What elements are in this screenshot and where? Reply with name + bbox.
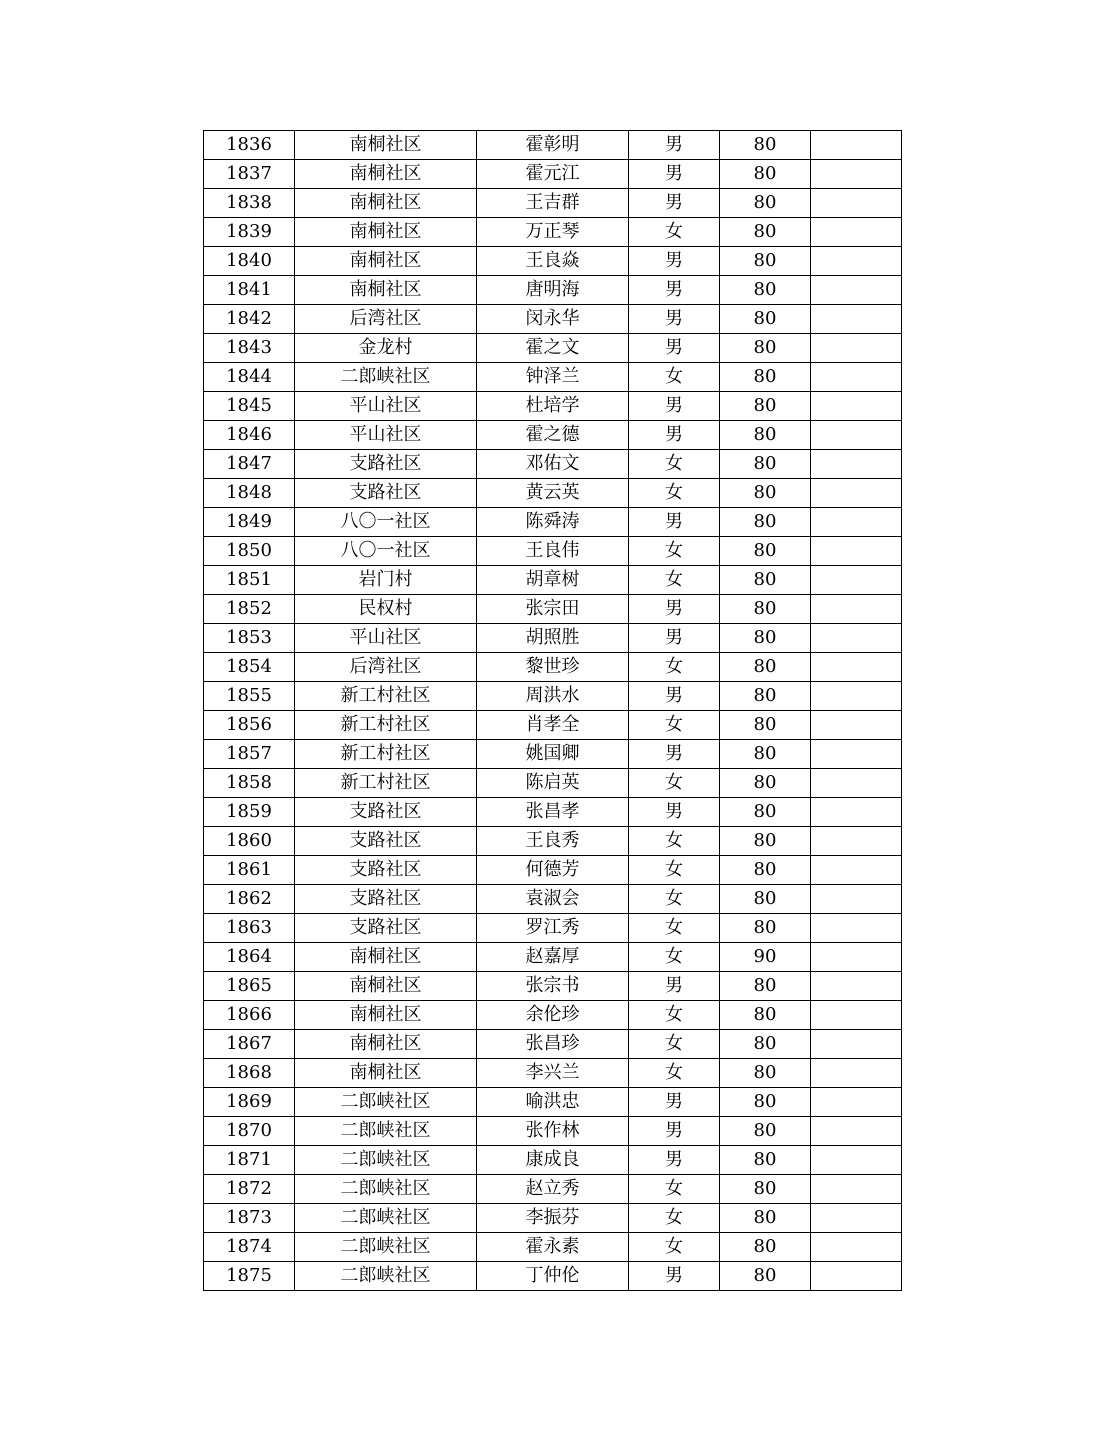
age-cell: 80	[720, 566, 811, 595]
age-cell: 80	[720, 885, 811, 914]
gender-cell: 女	[629, 711, 720, 740]
row-number-cell: 1845	[204, 392, 295, 421]
row-number-cell: 1870	[204, 1117, 295, 1146]
note-cell	[811, 566, 902, 595]
gender-cell: 女	[629, 943, 720, 972]
note-cell	[811, 769, 902, 798]
gender-cell: 男	[629, 247, 720, 276]
name-cell: 肖孝全	[477, 711, 629, 740]
row-number-cell: 1860	[204, 827, 295, 856]
community-cell: 平山社区	[295, 392, 477, 421]
table-row	[204, 363, 902, 392]
note-cell	[811, 363, 902, 392]
community-cell: 二郎峡社区	[295, 1233, 477, 1262]
age-cell: 80	[720, 1059, 811, 1088]
note-cell	[811, 740, 902, 769]
note-cell	[811, 798, 902, 827]
note-cell	[811, 450, 902, 479]
note-cell	[811, 160, 902, 189]
gender-cell: 男	[629, 421, 720, 450]
note-cell	[811, 972, 902, 1001]
name-cell: 王吉群	[477, 189, 629, 218]
community-cell: 南桐社区	[295, 247, 477, 276]
gender-cell: 男	[629, 1088, 720, 1117]
note-cell	[811, 276, 902, 305]
row-number-cell: 1836	[204, 131, 295, 160]
age-cell: 80	[720, 363, 811, 392]
row-number-cell: 1858	[204, 769, 295, 798]
community-cell: 支路社区	[295, 827, 477, 856]
gender-cell: 男	[629, 595, 720, 624]
community-cell: 新工村社区	[295, 769, 477, 798]
gender-cell: 女	[629, 653, 720, 682]
community-cell: 南桐社区	[295, 1001, 477, 1030]
age-cell: 80	[720, 189, 811, 218]
name-cell: 黎世珍	[477, 653, 629, 682]
note-cell	[811, 1175, 902, 1204]
name-cell: 喻洪忠	[477, 1088, 629, 1117]
table-row	[204, 1175, 902, 1204]
age-cell: 80	[720, 1175, 811, 1204]
gender-cell: 女	[629, 769, 720, 798]
table-row	[204, 856, 902, 885]
note-cell	[811, 392, 902, 421]
age-cell: 80	[720, 1146, 811, 1175]
age-cell: 80	[720, 711, 811, 740]
gender-cell: 女	[629, 914, 720, 943]
row-number-cell: 1851	[204, 566, 295, 595]
row-number-cell: 1862	[204, 885, 295, 914]
age-cell: 80	[720, 1117, 811, 1146]
name-cell: 康成良	[477, 1146, 629, 1175]
row-number-cell: 1874	[204, 1233, 295, 1262]
community-cell: 民权村	[295, 595, 477, 624]
note-cell	[811, 624, 902, 653]
age-cell: 80	[720, 827, 811, 856]
note-cell	[811, 711, 902, 740]
age-cell: 80	[720, 247, 811, 276]
row-number-cell: 1857	[204, 740, 295, 769]
gender-cell: 男	[629, 798, 720, 827]
age-cell: 80	[720, 392, 811, 421]
row-number-cell: 1855	[204, 682, 295, 711]
community-cell: 支路社区	[295, 798, 477, 827]
row-number-cell: 1872	[204, 1175, 295, 1204]
gender-cell: 女	[629, 1030, 720, 1059]
name-cell: 胡章树	[477, 566, 629, 595]
age-cell: 80	[720, 450, 811, 479]
community-cell: 二郎峡社区	[295, 1088, 477, 1117]
row-number-cell: 1850	[204, 537, 295, 566]
name-cell: 王良焱	[477, 247, 629, 276]
gender-cell: 女	[629, 537, 720, 566]
name-cell: 周洪水	[477, 682, 629, 711]
gender-cell: 男	[629, 682, 720, 711]
row-number-cell: 1866	[204, 1001, 295, 1030]
community-cell: 岩门村	[295, 566, 477, 595]
table-row	[204, 682, 902, 711]
community-cell: 新工村社区	[295, 711, 477, 740]
table-row	[204, 305, 902, 334]
age-cell: 80	[720, 1204, 811, 1233]
roster-table	[203, 130, 902, 1291]
community-cell: 支路社区	[295, 450, 477, 479]
row-number-cell: 1863	[204, 914, 295, 943]
table-row	[204, 276, 902, 305]
age-cell: 80	[720, 1262, 811, 1291]
gender-cell: 女	[629, 885, 720, 914]
age-cell: 80	[720, 218, 811, 247]
name-cell: 李振芬	[477, 1204, 629, 1233]
gender-cell: 男	[629, 1262, 720, 1291]
age-cell: 80	[720, 914, 811, 943]
name-cell: 王良秀	[477, 827, 629, 856]
gender-cell: 男	[629, 276, 720, 305]
gender-cell: 男	[629, 189, 720, 218]
community-cell: 南桐社区	[295, 972, 477, 1001]
community-cell: 支路社区	[295, 479, 477, 508]
row-number-cell: 1856	[204, 711, 295, 740]
note-cell	[811, 653, 902, 682]
age-cell: 80	[720, 276, 811, 305]
name-cell: 胡照胜	[477, 624, 629, 653]
note-cell	[811, 1262, 902, 1291]
community-cell: 平山社区	[295, 624, 477, 653]
row-number-cell: 1846	[204, 421, 295, 450]
note-cell	[811, 334, 902, 363]
age-cell: 80	[720, 624, 811, 653]
name-cell: 霍之文	[477, 334, 629, 363]
gender-cell: 女	[629, 1059, 720, 1088]
name-cell: 邓佑文	[477, 450, 629, 479]
note-cell	[811, 1059, 902, 1088]
name-cell: 霍之德	[477, 421, 629, 450]
community-cell: 支路社区	[295, 856, 477, 885]
table-row	[204, 392, 902, 421]
gender-cell: 男	[629, 160, 720, 189]
name-cell: 赵嘉厚	[477, 943, 629, 972]
table-row	[204, 1233, 902, 1262]
table-row	[204, 1204, 902, 1233]
row-number-cell: 1849	[204, 508, 295, 537]
gender-cell: 女	[629, 1001, 720, 1030]
note-cell	[811, 218, 902, 247]
community-cell: 南桐社区	[295, 218, 477, 247]
community-cell: 南桐社区	[295, 189, 477, 218]
community-cell: 金龙村	[295, 334, 477, 363]
name-cell: 张宗田	[477, 595, 629, 624]
table-row	[204, 479, 902, 508]
community-cell: 新工村社区	[295, 740, 477, 769]
table-row	[204, 247, 902, 276]
community-cell: 支路社区	[295, 914, 477, 943]
name-cell: 万正琴	[477, 218, 629, 247]
note-cell	[811, 1146, 902, 1175]
gender-cell: 男	[629, 508, 720, 537]
row-number-cell: 1840	[204, 247, 295, 276]
table-row	[204, 740, 902, 769]
name-cell: 陈启英	[477, 769, 629, 798]
gender-cell: 男	[629, 392, 720, 421]
row-number-cell: 1838	[204, 189, 295, 218]
table-row	[204, 711, 902, 740]
note-cell	[811, 189, 902, 218]
table-row	[204, 624, 902, 653]
note-cell	[811, 856, 902, 885]
name-cell: 闵永华	[477, 305, 629, 334]
table-row	[204, 1030, 902, 1059]
row-number-cell: 1868	[204, 1059, 295, 1088]
gender-cell: 女	[629, 1175, 720, 1204]
table-row	[204, 943, 902, 972]
note-cell	[811, 1204, 902, 1233]
community-cell: 八〇一社区	[295, 508, 477, 537]
note-cell	[811, 421, 902, 450]
table-row	[204, 334, 902, 363]
note-cell	[811, 247, 902, 276]
name-cell: 张宗书	[477, 972, 629, 1001]
table-row	[204, 1001, 902, 1030]
name-cell: 袁淑会	[477, 885, 629, 914]
name-cell: 王良伟	[477, 537, 629, 566]
gender-cell: 女	[629, 479, 720, 508]
age-cell: 80	[720, 769, 811, 798]
row-number-cell: 1859	[204, 798, 295, 827]
name-cell: 霍彰明	[477, 131, 629, 160]
community-cell: 南桐社区	[295, 1030, 477, 1059]
name-cell: 罗江秀	[477, 914, 629, 943]
note-cell	[811, 914, 902, 943]
note-cell	[811, 537, 902, 566]
age-cell: 90	[720, 943, 811, 972]
gender-cell: 男	[629, 740, 720, 769]
row-number-cell: 1865	[204, 972, 295, 1001]
community-cell: 八〇一社区	[295, 537, 477, 566]
table-row	[204, 972, 902, 1001]
age-cell: 80	[720, 537, 811, 566]
name-cell: 张作林	[477, 1117, 629, 1146]
name-cell: 唐明海	[477, 276, 629, 305]
age-cell: 80	[720, 1030, 811, 1059]
community-cell: 南桐社区	[295, 1059, 477, 1088]
age-cell: 80	[720, 1233, 811, 1262]
name-cell: 何德芳	[477, 856, 629, 885]
name-cell: 赵立秀	[477, 1175, 629, 1204]
name-cell: 李兴兰	[477, 1059, 629, 1088]
name-cell: 丁仲伦	[477, 1262, 629, 1291]
table-row	[204, 653, 902, 682]
gender-cell: 女	[629, 566, 720, 595]
row-number-cell: 1864	[204, 943, 295, 972]
gender-cell: 男	[629, 972, 720, 1001]
row-number-cell: 1852	[204, 595, 295, 624]
row-number-cell: 1873	[204, 1204, 295, 1233]
table-row	[204, 885, 902, 914]
note-cell	[811, 508, 902, 537]
table-row	[204, 1059, 902, 1088]
note-cell	[811, 1117, 902, 1146]
table-row	[204, 537, 902, 566]
note-cell	[811, 479, 902, 508]
gender-cell: 女	[629, 827, 720, 856]
age-cell: 80	[720, 1001, 811, 1030]
age-cell: 80	[720, 798, 811, 827]
age-cell: 80	[720, 508, 811, 537]
community-cell: 二郎峡社区	[295, 1175, 477, 1204]
gender-cell: 女	[629, 218, 720, 247]
row-number-cell: 1875	[204, 1262, 295, 1291]
age-cell: 80	[720, 421, 811, 450]
age-cell: 80	[720, 131, 811, 160]
table-row	[204, 131, 902, 160]
table-row	[204, 421, 902, 450]
note-cell	[811, 1030, 902, 1059]
age-cell: 80	[720, 305, 811, 334]
age-cell: 80	[720, 1088, 811, 1117]
community-cell: 平山社区	[295, 421, 477, 450]
table-row	[204, 218, 902, 247]
table-row	[204, 1262, 902, 1291]
gender-cell: 男	[629, 624, 720, 653]
row-number-cell: 1854	[204, 653, 295, 682]
note-cell	[811, 943, 902, 972]
table-row	[204, 160, 902, 189]
age-cell: 80	[720, 653, 811, 682]
age-cell: 80	[720, 972, 811, 1001]
community-cell: 后湾社区	[295, 653, 477, 682]
row-number-cell: 1871	[204, 1146, 295, 1175]
community-cell: 南桐社区	[295, 131, 477, 160]
gender-cell: 女	[629, 450, 720, 479]
gender-cell: 男	[629, 334, 720, 363]
community-cell: 南桐社区	[295, 160, 477, 189]
note-cell	[811, 305, 902, 334]
row-number-cell: 1839	[204, 218, 295, 247]
row-number-cell: 1869	[204, 1088, 295, 1117]
note-cell	[811, 1233, 902, 1262]
table-row	[204, 189, 902, 218]
row-number-cell: 1837	[204, 160, 295, 189]
name-cell: 杜培学	[477, 392, 629, 421]
roster-table-body	[204, 131, 902, 1291]
community-cell: 二郎峡社区	[295, 1117, 477, 1146]
age-cell: 80	[720, 160, 811, 189]
community-cell: 支路社区	[295, 885, 477, 914]
age-cell: 80	[720, 595, 811, 624]
note-cell	[811, 827, 902, 856]
name-cell: 黄云英	[477, 479, 629, 508]
table-row	[204, 1146, 902, 1175]
table-row	[204, 1117, 902, 1146]
name-cell: 霍永素	[477, 1233, 629, 1262]
community-cell: 新工村社区	[295, 682, 477, 711]
community-cell: 二郎峡社区	[295, 363, 477, 392]
row-number-cell: 1853	[204, 624, 295, 653]
age-cell: 80	[720, 479, 811, 508]
note-cell	[811, 885, 902, 914]
row-number-cell: 1842	[204, 305, 295, 334]
name-cell: 姚国卿	[477, 740, 629, 769]
document-page	[203, 130, 901, 1291]
table-row	[204, 595, 902, 624]
community-cell: 二郎峡社区	[295, 1146, 477, 1175]
gender-cell: 女	[629, 1233, 720, 1262]
row-number-cell: 1867	[204, 1030, 295, 1059]
table-row	[204, 450, 902, 479]
gender-cell: 女	[629, 856, 720, 885]
row-number-cell: 1841	[204, 276, 295, 305]
community-cell: 二郎峡社区	[295, 1262, 477, 1291]
table-row	[204, 1088, 902, 1117]
table-row	[204, 827, 902, 856]
row-number-cell: 1848	[204, 479, 295, 508]
row-number-cell: 1847	[204, 450, 295, 479]
community-cell: 二郎峡社区	[295, 1204, 477, 1233]
note-cell	[811, 682, 902, 711]
gender-cell: 女	[629, 363, 720, 392]
community-cell: 后湾社区	[295, 305, 477, 334]
name-cell: 霍元江	[477, 160, 629, 189]
table-row	[204, 769, 902, 798]
name-cell: 陈舜涛	[477, 508, 629, 537]
age-cell: 80	[720, 682, 811, 711]
note-cell	[811, 131, 902, 160]
age-cell: 80	[720, 740, 811, 769]
note-cell	[811, 1088, 902, 1117]
table-row	[204, 798, 902, 827]
name-cell: 钟泽兰	[477, 363, 629, 392]
note-cell	[811, 1001, 902, 1030]
note-cell	[811, 595, 902, 624]
gender-cell: 男	[629, 1117, 720, 1146]
community-cell: 南桐社区	[295, 943, 477, 972]
row-number-cell: 1844	[204, 363, 295, 392]
name-cell: 张昌孝	[477, 798, 629, 827]
table-row	[204, 566, 902, 595]
row-number-cell: 1861	[204, 856, 295, 885]
gender-cell: 男	[629, 305, 720, 334]
gender-cell: 男	[629, 131, 720, 160]
gender-cell: 男	[629, 1146, 720, 1175]
community-cell: 南桐社区	[295, 276, 477, 305]
table-row	[204, 914, 902, 943]
name-cell: 余伦珍	[477, 1001, 629, 1030]
table-row	[204, 508, 902, 537]
gender-cell: 女	[629, 1204, 720, 1233]
age-cell: 80	[720, 334, 811, 363]
row-number-cell: 1843	[204, 334, 295, 363]
age-cell: 80	[720, 856, 811, 885]
name-cell: 张昌珍	[477, 1030, 629, 1059]
